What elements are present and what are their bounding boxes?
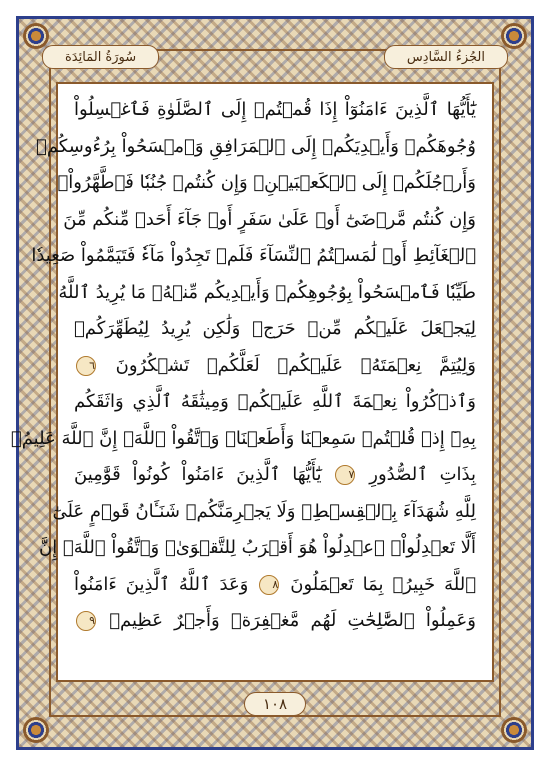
verse-line [74,457,476,494]
verse-line [74,603,476,640]
ayah-number-marker: ٨ [259,575,279,595]
ayah-number-marker: ٩ [76,611,96,631]
verse-text: ٱلۡغَآئِطِ أَوۡ لَٰمَسۡتُمُ ٱلنِّسَآءَ فَلَمۡ تَجِدُواْ مَآءٗ فَتَيَمَّمُواْ صَعِيدٗا [31,245,476,266]
verse-line [74,348,476,385]
verse-text: لِيَجۡعَلَ عَلَيۡكُم مِّنۡ حَرَجٖ وَلَٰكِن يُرِيدُ لِيُطَهِّرَكُمۡ [74,318,476,339]
verse-text: وَعَدَ ٱللَّهُ ٱلَّذِينَ ءَامَنُواْ [74,573,249,595]
quran-text-panel [10,82,494,682]
page-header [42,44,508,70]
verse-line [74,567,476,604]
verse-line [57,165,476,202]
verse-text: وَعَمِلُواْ ٱلصَّٰلِحَٰتِ لَهُم مَّغۡفِرَةٞ وَأَجۡرٌ عَظِيمٞ [109,610,476,631]
ayah-number-marker: ٦ [76,356,96,376]
ayah-number-marker: ٧ [335,465,355,485]
verse-line [52,494,476,531]
verse-text: يَٰٓأَيُّهَا ٱلَّذِينَ ءَامَنُوٓاْ إِذَا قُمۡتُمۡ إِلَى ٱلصَّلَوٰةِ فَٱغۡسِلُواْ [74,99,476,120]
verse-line [10,421,476,458]
verse-text: وَلِيُتِمَّ نِعۡمَتَهُۥ عَلَيۡكُمۡ لَعَلَّكُمۡ تَشۡكُرُونَ [115,354,476,376]
verse-line [74,92,476,129]
verse-line [58,275,476,312]
surah-name-label: سُورَةُ المَائِدَة [42,45,159,69]
verse-text: طَيِّبٗا فَٱمۡسَحُواْ بِوُجُوهِكُمۡ وَأَيۡدِيكُم مِّنۡهُۚ مَا يُرِيدُ ٱللَّهُ [58,281,476,303]
verse-text: وَإِن كُنتُم مَّرۡضَىٰٓ أَوۡ عَلَىٰ سَفَرٍ أَوۡ جَآءَ أَحَدٞ مِّنكُم مِّنَ [63,208,476,230]
corner-ornament-icon [501,717,527,743]
page-number: ١٠٨ [244,692,306,716]
verse-line [63,202,476,239]
verse-text: لِلَّهِ شُهَدَآءَ بِٱلۡقِسۡطِۖ وَلَا يَجۡرِمَنَّكُمۡ شَنَـَٔانُ قَوۡمٍ عَلَىٰٓ [52,500,476,522]
verse-text: وُجُوهَكُمۡ وَأَيۡدِيَكُمۡ إِلَى ٱلۡمَرَافِقِ وَٱمۡسَحُواْ بِرُءُوسِكُمۡ [36,135,476,157]
verse-text: وَٱذۡكُرُواْ نِعۡمَةَ ٱللَّهِ عَلَيۡكُمۡ وَمِيثَٰقَهُ ٱلَّذِي وَاثَقَكُم [74,391,476,412]
page-footer [0,690,550,718]
verse-text: بِهِۦٓ إِذۡ قُلۡتُمۡ سَمِعۡنَا وَأَطَعۡنَاۖ وَٱتَّقُواْ ٱللَّهَۚ إِنَّ ٱللَّهَ عَلِيمُۢ [10,427,476,449]
verse-text: بِذَاتِ ٱلصُّدُورِ [369,464,477,485]
verse-line [74,311,476,348]
corner-ornament-icon [23,717,49,743]
verse-text: ٱللَّهَ خَبِيرُۢ بِمَا تَعۡمَلُونَ [290,573,476,595]
verse-line [31,238,476,275]
verse-text: يَٰٓأَيُّهَا ٱلَّذِينَ ءَامَنُواْ كُونُواْ قَوَّٰمِينَ [74,464,322,485]
verse-line [36,129,476,166]
verse-text: وَأَرۡجُلَكُمۡ إِلَى ٱلۡكَعۡبَيۡنِۚ وَإِن كُنتُمۡ جُنُبٗا فَٱطَّهَّرُواْۚ [57,172,476,193]
verse-line [38,530,476,567]
verse-text: أَلَّا تَعۡدِلُواْۚ ٱعۡدِلُواْ هُوَ أَقۡرَبُ لِلتَّقۡوَىٰۖ وَٱتَّقُواْ ٱللَّهَۚ إِنَّ [38,537,476,558]
verse-line [74,384,476,421]
juz-label: الجُزءُ السَّادِس [384,45,508,69]
